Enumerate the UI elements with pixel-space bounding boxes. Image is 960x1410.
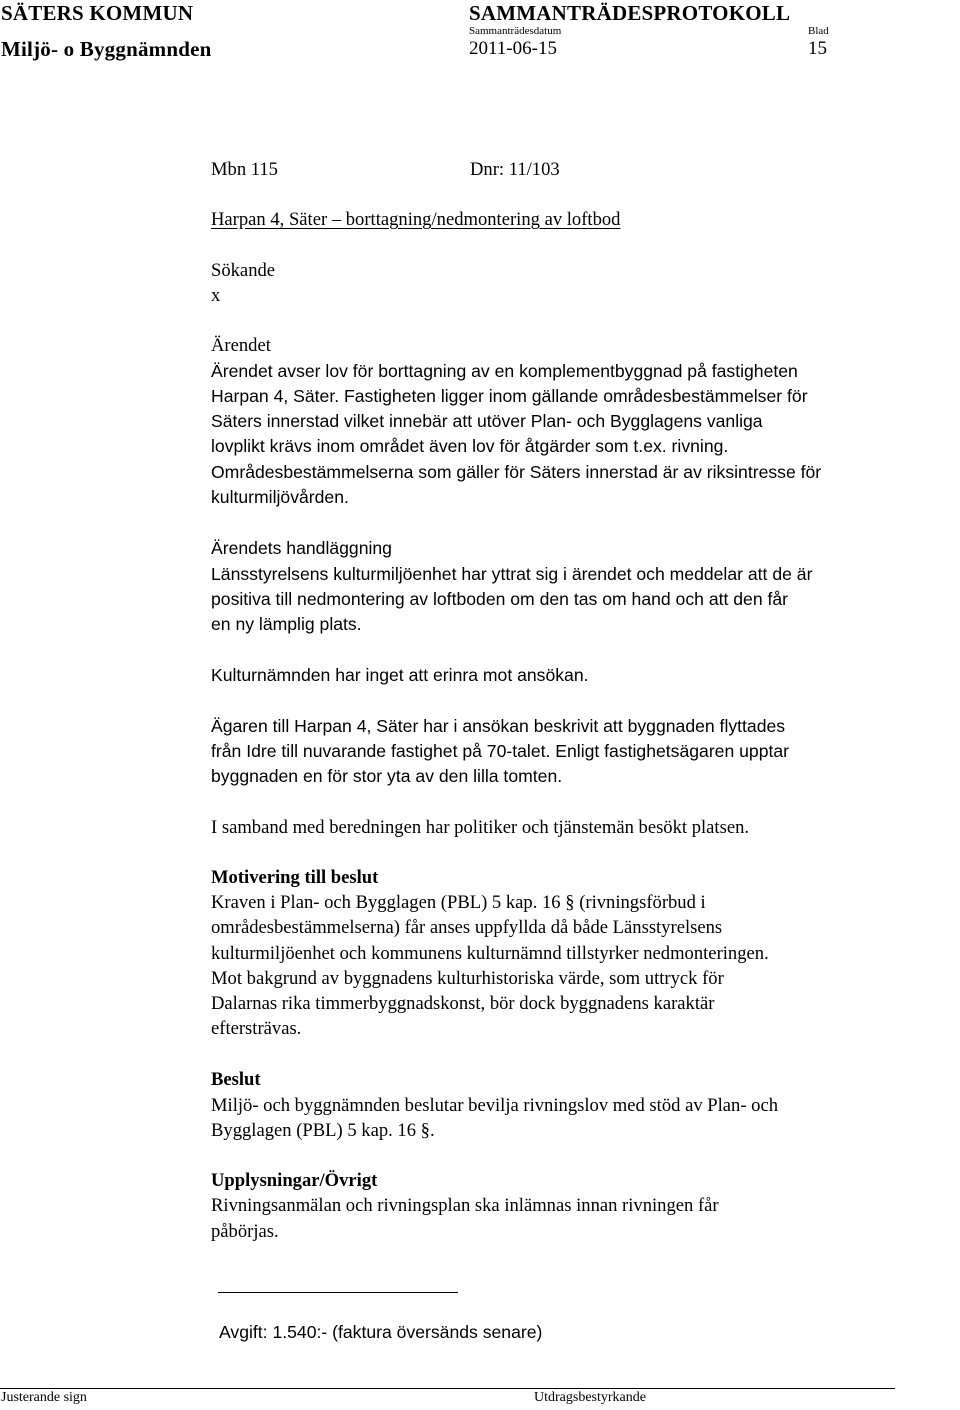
arendet-line: Ärendet avser lov för borttagning av en komplementbyggnad på fastigheten <box>211 361 798 381</box>
document-type: SAMMANTRÄDESPROTOKOLL <box>469 1 791 25</box>
sokande-text: x <box>211 285 221 306</box>
arendet-line: Säters innerstad vilket innebär att utöver Plan- och Bygglagens vanliga <box>211 411 763 431</box>
agaren-line: byggnaden en för stor yta av den lilla tomten. <box>211 766 563 786</box>
motivering-line: Dalarnas rika timmerbyggnadskonst, bör dock byggnadens karaktär <box>211 993 715 1014</box>
arendet-line: Harpan 4, Säter. Fastigheten ligger inom gällande områdesbestämmelser för <box>211 386 808 406</box>
utdragsbestyrkande-label: Utdragsbestyrkande <box>534 1390 646 1405</box>
beslut-line: Miljö- och byggnämnden beslutar bevilja rivningslov med stöd av Plan- och <box>211 1095 779 1116</box>
agaren-line: från Idre till nuvarande fastighet på 70-talet. Enligt fastighetsägaren upptar <box>211 741 790 761</box>
motivering-heading: Motivering till beslut <box>211 867 379 888</box>
meeting-date: 2011-06-15 <box>469 38 557 59</box>
upplysningar-line: Rivningsanmälan och rivningsplan ska inlämnas innan rivningen får <box>211 1195 719 1216</box>
motivering-line: eftersträvas. <box>211 1018 302 1039</box>
handlaggning-line: Länsstyrelsens kulturmiljöenhet har yttrat sig i ärendet och meddelar att de är <box>211 564 813 584</box>
motivering-line: områdesbestämmelserna) får anses uppfyllda då både Länsstyrelsens <box>211 917 723 938</box>
upplysningar-heading: Upplysningar/Övrigt <box>211 1170 378 1191</box>
date-label: Sammanträdesdatum <box>469 25 562 37</box>
motivering-line: kulturmiljöenhet och kommunens kulturnämnd tillstyrker nedmonteringen. <box>211 943 769 964</box>
sokande-heading: Sökande <box>211 260 276 281</box>
page-number: 15 <box>808 38 827 59</box>
handlaggning-line: en ny lämplig plats. <box>211 614 362 634</box>
beslut-heading: Beslut <box>211 1069 261 1090</box>
handlaggning-heading: Ärendets handläggning <box>211 538 392 558</box>
handlaggning-line: positiva till nedmontering av loftboden om den tas om hand och att den får <box>211 589 789 609</box>
avgift-text: Avgift: 1.540:- (faktura översänds senare) <box>219 1322 543 1342</box>
motivering-line: Mot bakgrund av byggnadens kulturhistoriska värde, som uttryck för <box>211 968 724 989</box>
justerande-sign-label: Justerande sign <box>1 1390 87 1405</box>
samband-text: I samband med beredningen har politiker och tjänstemän besökt platsen. <box>211 817 750 838</box>
case-number: Mbn 115 <box>211 159 278 180</box>
committee-name: Miljö- o Byggnämnden <box>1 37 212 61</box>
arendet-line: kulturmiljövården. <box>211 487 349 507</box>
beslut-line: Bygglagen (PBL) 5 kap. 16 §. <box>211 1120 435 1141</box>
kulturnamnden-text: Kulturnämnden har inget att erinra mot ansökan. <box>211 665 589 685</box>
arendet-line: lovplikt krävs inom området även lov för åtgärder som t.ex. rivning. <box>211 436 729 456</box>
upplysningar-line: påbörjas. <box>211 1221 279 1242</box>
arendet-heading: Ärendet <box>211 335 271 356</box>
signature-line <box>218 1292 458 1293</box>
diary-number: Dnr: 11/103 <box>470 159 560 180</box>
footer-divider <box>0 1388 895 1389</box>
arendet-line: Områdesbestämmelserna som gäller för Säters innerstad är av riksintresse för <box>211 462 822 482</box>
case-title: Harpan 4, Säter – borttagning/nedmontering av loftbod <box>211 209 621 230</box>
page-label: Blad <box>808 25 829 37</box>
agaren-line: Ägaren till Harpan 4, Säter har i ansökan beskrivit att byggnaden flyttades <box>211 716 786 736</box>
motivering-line: Kraven i Plan- och Bygglagen (PBL) 5 kap. 16 § (rivningsförbud i <box>211 892 706 913</box>
org-name: SÄTERS KOMMUN <box>1 1 194 25</box>
